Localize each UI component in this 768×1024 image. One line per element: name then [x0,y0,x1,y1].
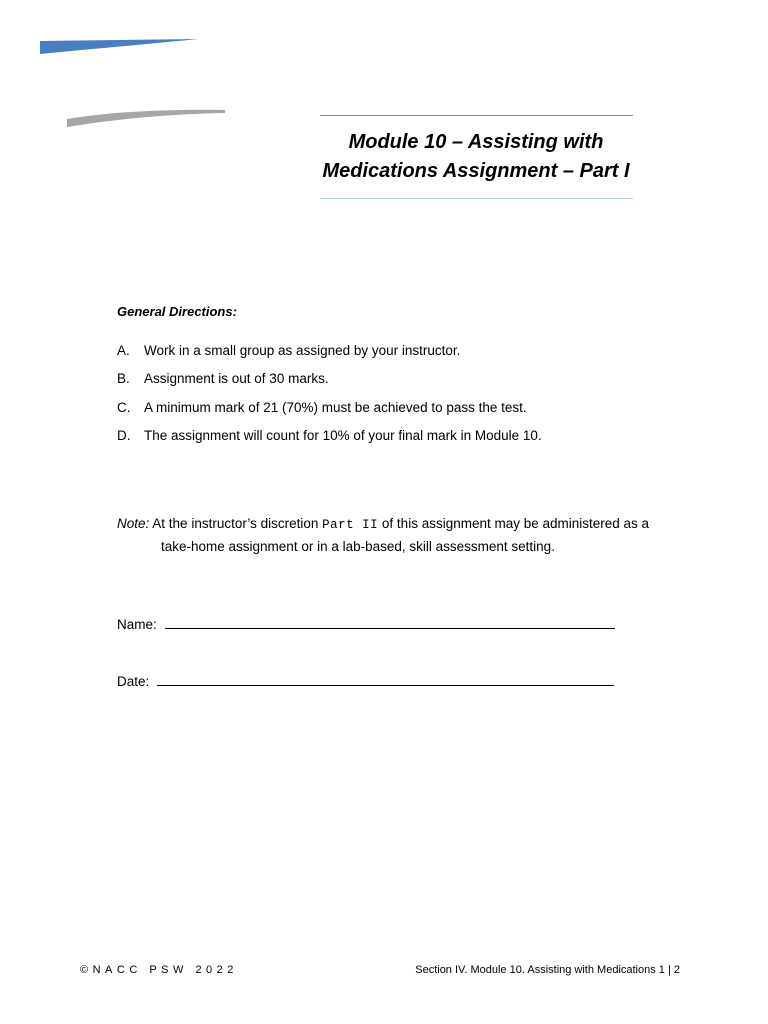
note-pre-text: At the instructor’s discretion [152,516,319,531]
footer-section-info: Section IV. Module 10. Assisting with Medications 1 | 2 [415,964,680,976]
title-bottom-rule [320,198,633,199]
name-field[interactable] [117,617,615,632]
list-item [117,400,542,428]
title-line-2: Medications Assignment – Part I [322,160,630,182]
gray-swoosh-shape [67,110,225,127]
name-label: Name: [117,617,157,632]
list-marker: D. [117,427,131,443]
title-top-rule [320,115,633,116]
page-title [300,128,652,186]
note-line-1 [117,513,677,536]
list-item [117,343,542,371]
list-marker: B. [117,371,130,387]
note-paragraph [117,513,677,557]
note-post-text: of this assignment may be administered as a [381,516,650,531]
directions-list [117,343,542,456]
date-label: Date: [117,674,150,689]
name-underline[interactable] [165,618,615,629]
date-field[interactable] [117,674,614,689]
note-label: Note: [117,516,150,531]
header-swoosh-graphic [0,0,240,135]
date-underline[interactable] [157,675,614,686]
list-text: Work in a small group as assigned by your instructor. [144,343,461,358]
list-item [117,371,542,399]
list-text: Assignment is out of 30 marks. [144,371,329,387]
directions-heading: General Directions: [117,304,237,319]
blue-swoosh-shape [40,39,198,54]
list-marker: C. [117,399,131,415]
list-text: A minimum mark of 21 (70%) must be achieved to pass the test. [144,399,527,415]
list-text: The assignment will count for 10% of your final mark in Module 10. [144,427,542,443]
note-line-2: take-home assignment or in a lab-based, skill assessment setting. [161,539,555,554]
list-item [117,428,542,456]
title-line-1: Module 10 – Assisting with [348,131,604,153]
footer-copyright: ©NACC PSW 2022 [80,964,238,976]
list-marker: A. [117,343,130,358]
note-part-text: Part II [322,518,379,532]
